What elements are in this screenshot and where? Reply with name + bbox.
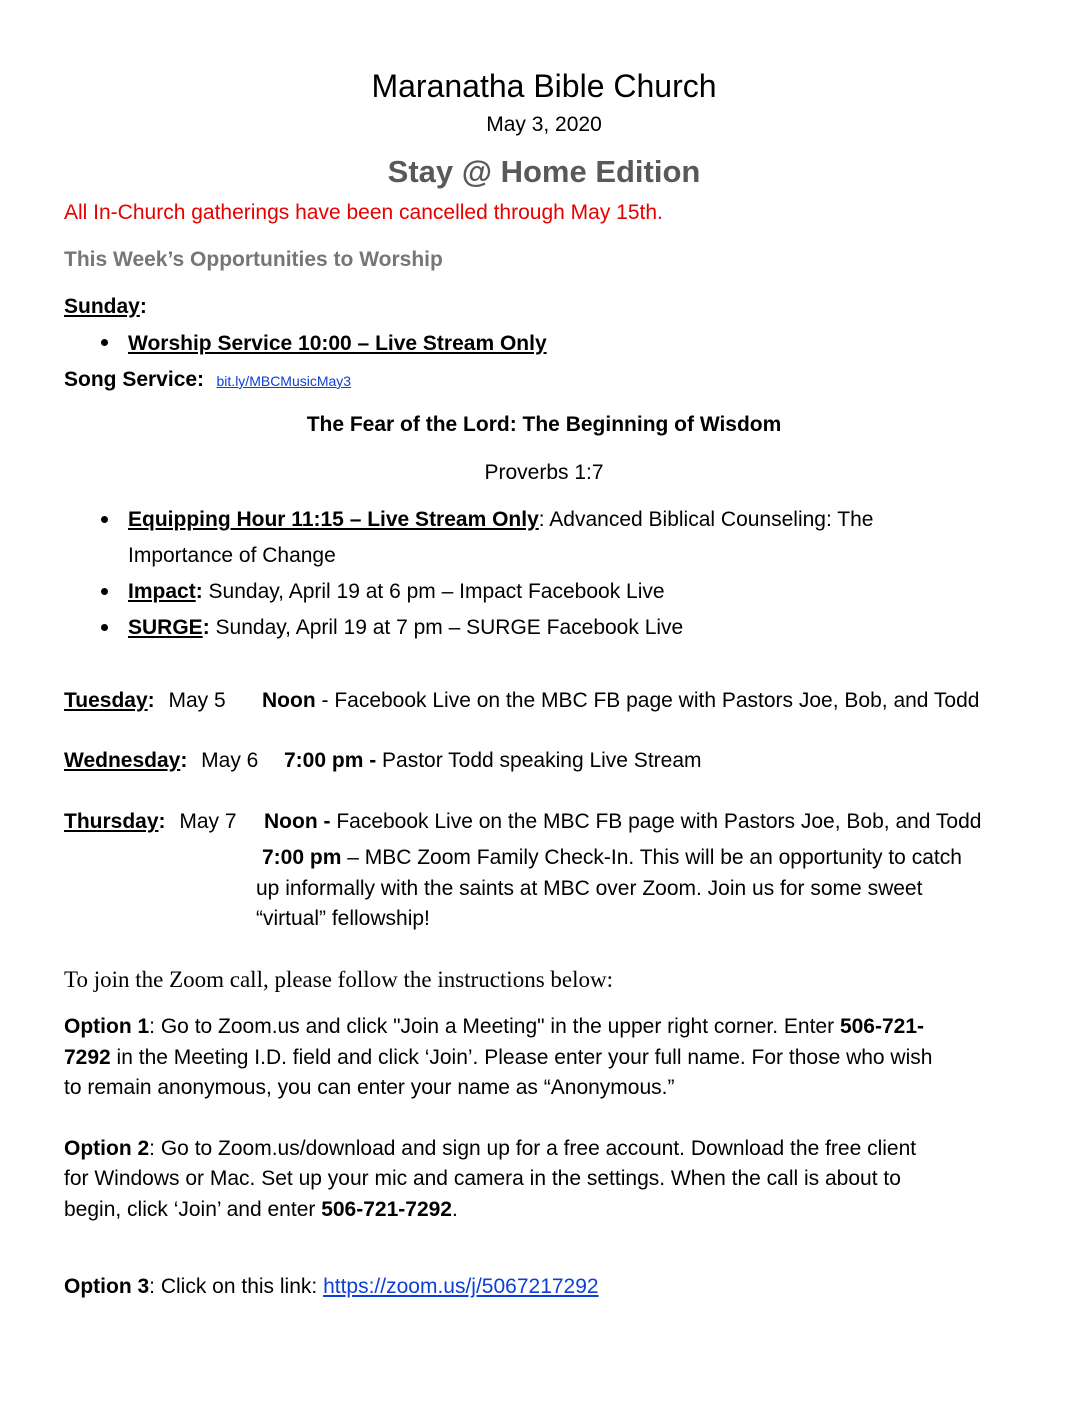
tuesday-event: Noon - Facebook Live on the MBC FB page with Pastors Joe, Bob, and Todd bbox=[262, 689, 980, 712]
thursday-event-noon: Noon - Facebook Live on the MBC FB page with Pastors Joe, Bob, and Todd bbox=[264, 810, 982, 833]
thursday-label: Thursday bbox=[64, 810, 159, 833]
thursday-event-evening-cont2: “virtual” fellowship! bbox=[256, 907, 430, 930]
equipping-hour-text-cont: Importance of Change bbox=[128, 544, 336, 567]
song-service-link[interactable]: bit.ly/MBCMusicMay3 bbox=[216, 373, 352, 389]
tuesday-row: Tuesday: May 5 bbox=[64, 689, 226, 712]
wednesday-row: Wednesday: May 6 bbox=[64, 749, 259, 772]
tuesday-date: May 5 bbox=[168, 689, 226, 712]
wednesday-date: May 6 bbox=[201, 749, 259, 772]
impact-text: Sunday, April 19 at 6 pm – Impact Facebook Live bbox=[202, 580, 665, 603]
option1-line2: 7292 in the Meeting I.D. field and click ‘Join’. Please enter your full name. For those who wish bbox=[64, 1046, 933, 1069]
thursday-event-evening: 7:00 pm – MBC Zoom Family Check-In. This will be an opportunity to catch bbox=[262, 846, 962, 869]
bullet-icon bbox=[101, 516, 108, 523]
option2-line2: for Windows or Mac. Set up your mic and camera in the settings. When the call is about to bbox=[64, 1167, 901, 1190]
bulletin-date: May 3, 2020 bbox=[486, 113, 602, 136]
song-service-label: Song Service: bbox=[64, 368, 205, 391]
surge-item: SURGE: Sunday, April 19 at 7 pm – SURGE Facebook Live bbox=[128, 616, 684, 639]
equipping-hour-text: Advanced Biblical Counseling: The bbox=[544, 508, 874, 531]
option1-label: Option 1 bbox=[64, 1015, 150, 1038]
option1-line3: to remain anonymous, you can enter your name as “Anonymous.” bbox=[64, 1076, 675, 1099]
thursday-event-evening-cont: up informally with the saints at MBC over Zoom. Join us for some sweet bbox=[256, 877, 923, 900]
bullet-icon bbox=[101, 588, 108, 595]
surge-text: Sunday, April 19 at 7 pm – SURGE Facebook Live bbox=[209, 616, 684, 639]
zoom-intro: To join the Zoom call, please follow the instructions below: bbox=[64, 967, 614, 992]
sermon-scripture: Proverbs 1:7 bbox=[484, 461, 604, 484]
sunday-heading: Sunday: bbox=[64, 295, 147, 318]
option3-line: Option 3: Click on this link: https://zoom.us/j/5067217292 bbox=[64, 1275, 599, 1298]
bullet-icon bbox=[101, 624, 108, 631]
church-name: Maranatha Bible Church bbox=[371, 68, 717, 104]
edition-title: Stay @ Home Edition bbox=[387, 154, 701, 189]
tuesday-label: Tuesday bbox=[64, 689, 148, 712]
wednesday-label: Wednesday bbox=[64, 749, 181, 772]
equipping-hour-label: Equipping Hour 11:15 – Live Stream Only bbox=[128, 508, 539, 531]
sermon-title: The Fear of the Lord: The Beginning of Wisdom bbox=[306, 413, 782, 436]
song-service bbox=[64, 368, 351, 392]
option2-line1: Option 2: Go to Zoom.us/download and sign up for a free account. Download the free client bbox=[64, 1137, 917, 1160]
cancellation-notice: All In-Church gatherings have been cancelled through May 15th. bbox=[64, 201, 663, 224]
option2-label: Option 2 bbox=[64, 1137, 150, 1160]
option2-line3: begin, click ‘Join’ and enter 506-721-7292. bbox=[64, 1198, 458, 1221]
thursday-row: Thursday: May 7 bbox=[64, 810, 237, 833]
wednesday-event: 7:00 pm - Pastor Todd speaking Live Stream bbox=[284, 749, 702, 772]
option1-line1: Option 1: Go to Zoom.us and click "Join a Meeting" in the upper right corner. Enter 506-721- bbox=[64, 1015, 924, 1038]
bullet-icon bbox=[101, 339, 108, 346]
zoom-meeting-link[interactable]: https://zoom.us/j/5067217292 bbox=[323, 1275, 599, 1298]
sunday-label: Sunday bbox=[64, 295, 140, 318]
surge-label: SURGE bbox=[128, 616, 203, 639]
impact-label: Impact bbox=[128, 580, 196, 603]
section-heading: This Week’s Opportunities to Worship bbox=[64, 248, 443, 271]
thursday-date: May 7 bbox=[179, 810, 237, 833]
worship-service: Worship Service 10:00 – Live Stream Only bbox=[128, 332, 547, 355]
impact-item: Impact: Sunday, April 19 at 6 pm – Impact Facebook Live bbox=[128, 580, 665, 603]
equipping-hour-item: Equipping Hour 11:15 – Live Stream Only: Advanced Biblical Counseling: The bbox=[128, 508, 874, 531]
option3-label: Option 3 bbox=[64, 1275, 150, 1298]
